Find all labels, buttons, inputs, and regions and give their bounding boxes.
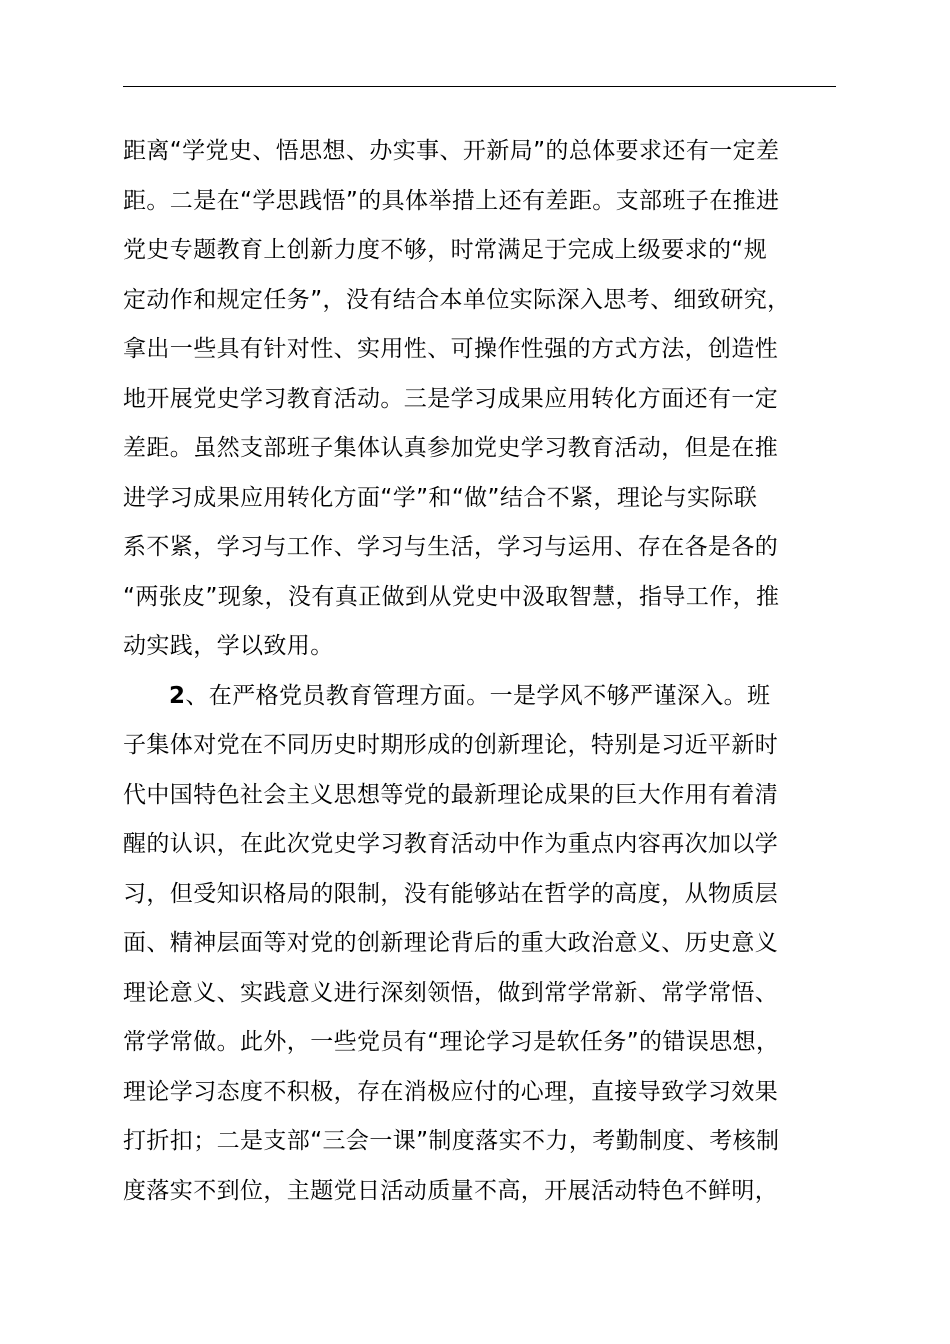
text-line: 常学常做。此外，一些党员有“理论学习是软任务”的错误思想， [123,1029,780,1055]
text-line: 代中国特色社会主义思想等党的最新理论成果的巨大作用有着清 [123,781,779,808]
text-line: 地开展党史学习教育活动。三是学习成果应用转化方面还有一定 [123,385,779,412]
text-line: 动实践，学以致用。 [123,633,334,659]
text-line: 距。二是在“学思践悟”的具体举措上还有差距。支部班子在推进 [123,187,780,214]
header-divider [123,86,836,87]
text-line: 子集体对党在不同历史时期形成的创新理论，特别是习近平新时 [123,732,779,758]
text-line: 打折扣；二是支部“三会一课”制度落实不力，考勤制度、考核制 [123,1128,780,1154]
text-line: 差距。虽然支部班子集体认真参加党史学习教育活动，但是在推 [123,435,779,461]
paragraph-1 [123,127,883,672]
text-line: 理论意义、实践意义进行深刻领悟，做到常学常新、常学常悟、 [123,979,779,1006]
text-line: 党史专题教育上创新力度不够，时常满足于完成上级要求的“规 [123,237,768,263]
paragraph-2 [123,672,883,1217]
text-line: 面、精神层面等对党的创新理论背后的重大政治意义、历史意义 [123,930,779,956]
text-line: 醒的认识，在此次党史学习教育活动中作为重点内容再次加以学 [123,831,779,857]
paragraph-2-first-line-text: 、在严格党员教育管理方面。一是学风不够严谨深入。班 [185,682,771,709]
text-line: 进学习成果应用转化方面“学”和“做”结合不紧，理论与实际联 [123,484,758,511]
text-line: 习，但受知识格局的限制，没有能够站在哲学的高度，从物质层 [123,880,779,907]
text-line: 距离“学党史、悟思想、办实事、开新局”的总体要求还有一定差 [123,138,780,164]
text-line: 定动作和规定任务”，没有结合本单位实际深入思考、细致研究， [123,286,791,313]
text-line: 度落实不到位，主题党日活动质量不高，开展活动特色不鲜明， [123,1177,779,1204]
text-line: 系不紧，学习与工作、学习与生活，学习与运用、存在各是各的 [123,534,779,560]
text-line: “两张皮”现象，没有真正做到从党史中汲取智慧，指导工作，推 [123,583,780,610]
section-number: 2 [169,682,186,709]
document-body [123,127,883,1216]
text-line: 拿出一些具有针对性、实用性、可操作性强的方式方法，创造性 [123,336,779,362]
text-line: 理论学习态度不积极，存在消极应付的心理，直接导致学习效果 [123,1078,779,1105]
paragraph-2-heading-line [123,672,883,722]
